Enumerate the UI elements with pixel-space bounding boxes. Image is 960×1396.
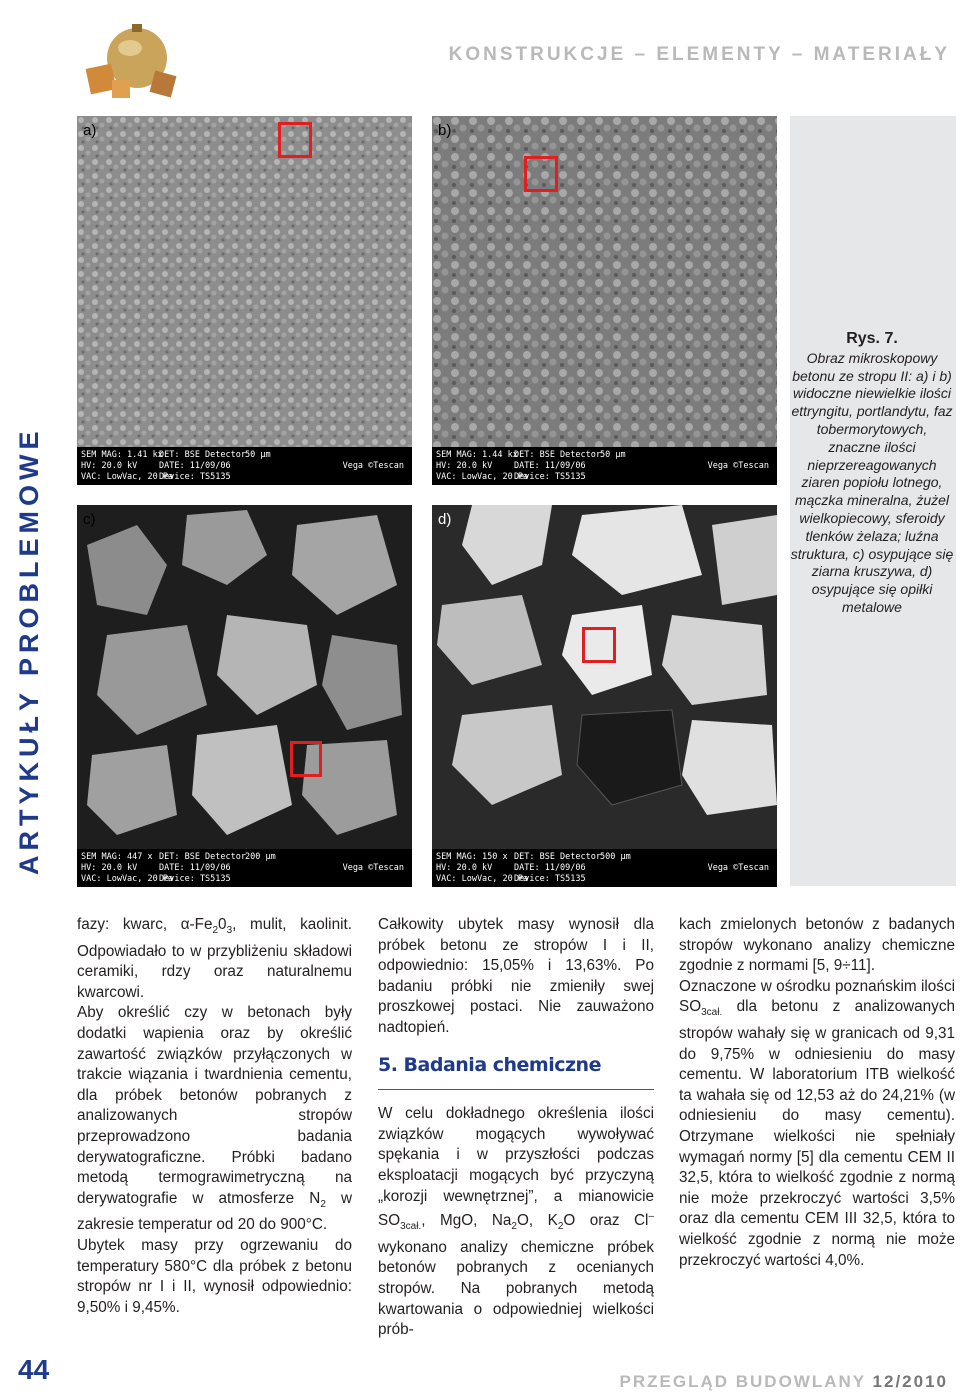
sem-metadata-a [77,447,412,485]
meta-device: Device: TS5135 [514,874,586,884]
micrograph-c [77,505,412,887]
sem-metadata-d [432,849,777,887]
sem-metadata-c [77,849,412,887]
meta-date: DATE: 11/09/06 [514,863,586,873]
section-title: KONSTRUKCJE – ELEMENTY – MATERIAŁY [448,44,950,65]
text: 0 [218,916,227,933]
meta-det: DET: BSE Detector [159,450,246,460]
subscript: 2 [511,1221,517,1233]
text-column-3 [679,915,955,1271]
meta-det: DET: BSE Detector [514,852,601,862]
subscript: 3cał. [400,1221,422,1233]
heading-rule [378,1089,654,1090]
meta-det: DET: BSE Detector [159,852,246,862]
meta-device: Device: TS5135 [159,472,231,482]
highlight-box-a [278,122,312,158]
meta-brand: Vega ©Tescan [707,461,769,471]
page-number: 44 [18,1354,50,1385]
meta-vac: VAC: LowVac, 20 Pa [436,472,529,482]
sem-metadata-b [432,447,777,485]
panel-label-c: c) [83,511,96,528]
paragraph [77,1003,352,1236]
panel-label-b: b) [438,122,452,139]
superscript: – [648,1211,655,1223]
meta-det: DET: BSE Detector [514,450,601,460]
text: W celu dokładnego określenia ilości związków mogących wywoływać spękania i w przyszłości podczas eksploatacji mogących być przyczyną „korozji wewnętrznej”, a mianowicie SO [378,1105,654,1230]
paragraph [77,915,352,1003]
text-column-1 [77,915,352,1318]
meta-device: Device: TS5135 [159,874,231,884]
micrograph-a [77,116,412,485]
meta-brand: Vega ©Tescan [342,461,404,471]
meta-mag: SEM MAG: 150 x [436,852,508,862]
subscript: 3cał. [701,1007,723,1019]
subscript: 2 [557,1221,564,1233]
meta-vac: VAC: LowVac, 20 Pa [436,874,529,884]
section-heading: 5. Badania chemiczne [378,1053,601,1076]
subscript: 3 [226,925,233,937]
journal-title: PRZEGLĄD BUDOWLANY [619,1372,873,1391]
caption-text: Obraz mikroskopowy betonu ze stropu II: a) i b) widoczne niewielkie ilości ettryngitu, portlandytu, faz tobermorytowych, znaczne ilości nieprzereagowanych ziaren popiołu lotnego, mączka mineralna, żużel wielkopiecowy, sferoidy tlenków żelaza; luźna struktura, c) osypujące się ziarna kruszywa, d) osypujące się opiłki metalowe [790,349,954,615]
text: wykonano analizy chemiczne próbek betonów pobranych z ocenianych stropów. Na pobranych metodą kwartowania o odpowiedniej wielkości prób- [378,1238,654,1339]
sem-image-a [77,116,412,447]
meta-hv: HV: 20.0 kV [81,461,138,471]
text: Aby określić czy w betonach były dodatki wapienia oraz by określić zawartość związków przyłączonych w trakcie wiązania i twardnienia cementu, dla próbek betonów pobranych z analizowanych stropów przeprowadzono badania derywatograficzne. Próbki badano metodą termograwimetryczną na derywatografie w atmosferze N [77,1004,352,1207]
meta-date: DATE: 11/09/06 [159,863,231,873]
text-column-2 [378,915,654,1341]
text: dla betonu z analizowanych stropów wahały się w granicach od 9,31 do 9,75% w odniesieniu do masy cementu. W laboratorium ITB wielkość ta wahała się od 12,53 aż do 24,21% (w odniesieniu do masy cementu). Otrzymane wielkości nie spełniały wymagań normy [5] dla cementu CEM II 32,5, która to wielkość zgodnie z normą nie może przekroczyć wartości 3,5% oraz dla cementu CEM III 32,5, która to wielkość zgodnie z normą nie może przekroczyć wartości 4,0%. [679,998,955,1269]
sem-image-b [432,116,777,447]
meta-date: DATE: 11/09/06 [514,461,586,471]
subscript: 2 [212,925,219,937]
vertical-section-label: ARTYKUŁY PROBLEMOWE [14,426,44,875]
meta-device: Device: TS5135 [514,472,586,482]
meta-vac: VAC: LowVac, 20 Pa [81,874,174,884]
panel-label-d: d) [438,511,452,528]
meta-scale: 50 μm [600,450,626,460]
meta-brand: Vega ©Tescan [342,863,404,873]
text: O oraz Cl [563,1212,649,1230]
highlight-box-c [290,741,322,777]
paragraph: kach zmielonych betonów z badanych stropów wykonano analizy chemiczne zgodnie z normami [5, 9÷11]. [679,916,955,975]
paragraph: Całkowity ubytek masy wynosił dla próbek betonu ze stropów I i II, odpowiednio: 15,05% i 13,63%. Po badaniu próbki nie zmieniły swej proszkowej postaci. Nie zauważono nadtopień. [378,916,654,1036]
text: w zakresie temperatur od 20 do 900°C. [77,1189,352,1234]
panel-label-a: a) [83,122,97,139]
paragraph: Ubytek masy przy ogrzewaniu do temperatury 580°C dla próbek z betonu stropów nr I i II, wynosił odpowiednio: 9,50% i 9,45%. [77,1237,352,1316]
caption-title: Rys. 7. [846,330,898,347]
ornament-logo [82,18,192,108]
sem-image-c [77,505,412,849]
text: O, K [516,1212,558,1230]
meta-hv: HV: 20.0 kV [436,461,493,471]
text: fazy: kwarc, α-Fe [77,916,213,933]
text: , MgO, Na [421,1212,512,1230]
highlight-box-d [582,627,616,663]
paragraph [679,977,955,1271]
meta-vac: VAC: LowVac, 20 Pa [81,472,174,482]
subscript: 2 [320,1198,326,1210]
micrograph-d [432,505,777,887]
meta-scale: 50 μm [245,450,271,460]
meta-scale: 200 μm [245,852,276,862]
meta-brand: Vega ©Tescan [707,863,769,873]
meta-date: DATE: 11/09/06 [159,461,231,471]
meta-mag: SEM MAG: 1.44 kx [436,450,518,460]
text: , mulit, kaolinit. Odpowiadało to w przybliżeniu składowi ceramiki, rdzy oraz naturalnemu kwarcowi. [77,916,352,1001]
journal-issue: 12/2010 [872,1372,948,1391]
highlight-box-b [524,156,558,192]
journal-name [620,1372,948,1392]
sem-image-d [432,505,777,849]
meta-mag: SEM MAG: 447 x [81,852,153,862]
meta-mag: SEM MAG: 1.41 kx [81,450,163,460]
meta-scale: 500 μm [600,852,631,862]
paragraph [378,1104,654,1341]
meta-hv: HV: 20.0 kV [436,863,493,873]
meta-hv: HV: 20.0 kV [81,863,138,873]
text: Oznaczone w ośrodku poznańskim ilości SO [679,977,955,1016]
micrograph-b [432,116,777,485]
figure-caption [790,330,954,617]
